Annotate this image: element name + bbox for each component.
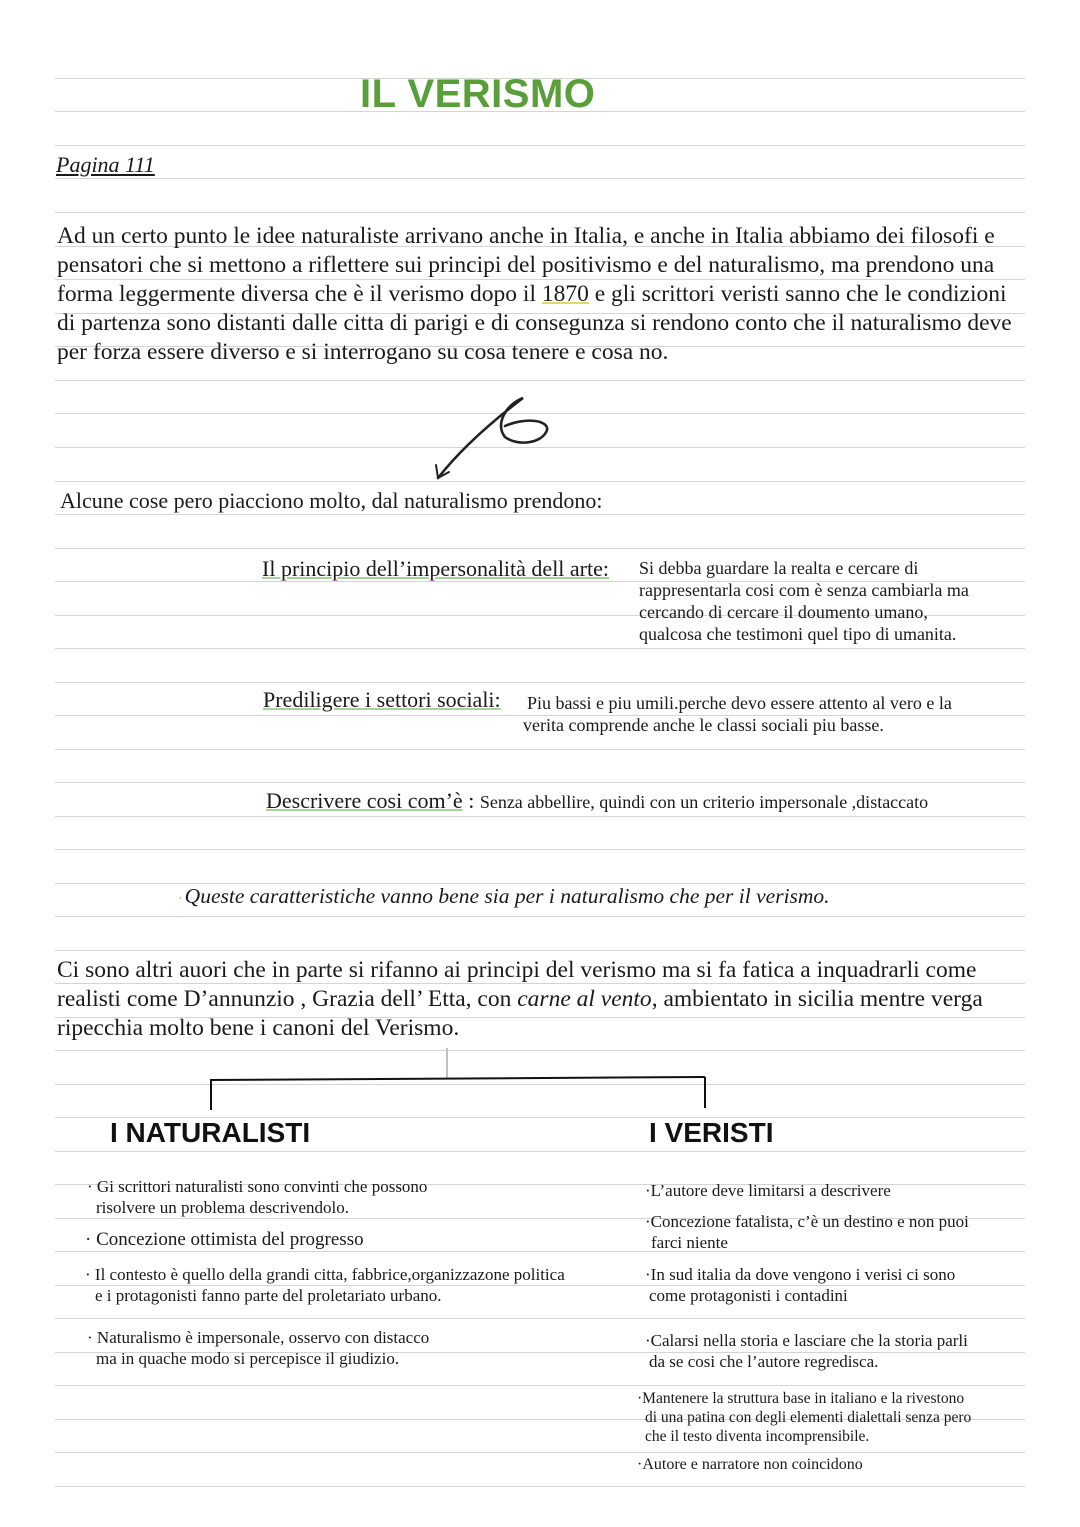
note-text: Queste caratteristiche vanno bene sia per i naturalismo che per il verismo. bbox=[184, 884, 830, 908]
page-title: IL VERISMO bbox=[360, 72, 596, 116]
principle-term-descrivere: Descrivere cosi com’è bbox=[266, 788, 463, 813]
veristi-heading: I VERISTI bbox=[649, 1117, 774, 1148]
veristi-item-5: ·Mantenere la struttura base in italiano e la rivestono di una patina con degli elementi dialettali senza pero che il testo diventa incomprensibile. bbox=[637, 1390, 972, 1445]
bracket-connector bbox=[200, 1044, 720, 1114]
principle-definition-descrivere: Senza abbellire, quindi con un criterio impersonale ,distaccato bbox=[479, 792, 929, 812]
principle-term-settori-sociali: Prediligere i settori sociali: bbox=[263, 687, 501, 712]
highlighted-year: 1870 bbox=[541, 281, 589, 307]
subheading: Alcune cose pero piacciono molto, dal naturalismo prendono: bbox=[60, 488, 603, 513]
veristi-item-3: ·In sud italia da dove vengono i verisi ci sono come protagonisti i contadini bbox=[645, 1265, 956, 1305]
second-paragraph bbox=[57, 956, 1032, 1043]
naturalisti-item-4: · Naturalismo è impersonale, osservo con distacco ma in quache modo si percepisce il giudizio. bbox=[87, 1328, 430, 1368]
intro-text-end: e gli scrittori veristi sanno che le condizioni di partenza sono distanti dalle citta di parigi e di consegunza si rendono conto che il naturalismo deve per forza essere diverso e si interrogano su cosa tenere e cosa no. bbox=[57, 281, 1012, 365]
hand-drawn-arrow-icon bbox=[425, 385, 555, 485]
note-bullet: · bbox=[178, 892, 183, 907]
veristi-item-6: ·Autore e narratore non coincidono bbox=[637, 1456, 863, 1473]
para2-text-end: , ambientato in sicilia mentre verga ripecchia molto bene i canoni del Verismo. bbox=[57, 986, 983, 1041]
intro-paragraph bbox=[57, 222, 1017, 367]
italic-note bbox=[178, 884, 830, 909]
principle-separator: : bbox=[462, 788, 480, 813]
naturalisti-item-1: · Gi scrittori naturalisti sono convinti che possono risolvere un problema descrivendolo. bbox=[87, 1177, 428, 1217]
veristi-item-1: ·L’autore deve limitarsi a descrivere bbox=[645, 1181, 891, 1200]
veristi-item-2: ·Concezione fatalista, c’è un destino e non puoi farci niente bbox=[645, 1212, 969, 1252]
naturalisti-item-3: · Il contesto è quello della grandi citta, fabbrice,organizzazone politica e i protagonisti fanno parte del proletariato urbano. bbox=[85, 1265, 565, 1305]
principle-definition-impersonalita: Si debba guardare la realta e cercare di rappresentarla cosi com è senza cambiarla ma cercando di cercare il doumento umano, qualcosa che testimoni quel tipo di umanita. bbox=[639, 558, 969, 644]
principle-term-impersonalita: Il principio dell’impersonalità dell arte: bbox=[262, 556, 609, 581]
para2-text-start: Ci sono altri auori che in parte si rifanno ai principi del verismo ma si fa fatica a inquadrarli come realisti come D’annunzio , Grazia dell’ Etta, con bbox=[57, 957, 977, 1012]
naturalisti-item-2: · Concezione ottimista del progresso bbox=[85, 1229, 364, 1250]
veristi-item-4: ·Calarsi nella storia e lasciare che la storia parli da se cosi che l’autore regredisca. bbox=[645, 1331, 968, 1371]
work-title: carne al vento bbox=[517, 986, 652, 1012]
principle-descrivere bbox=[266, 788, 928, 814]
naturalisti-heading: I NATURALISTI bbox=[110, 1117, 311, 1148]
principle-definition-settori-sociali: Piu bassi e piu umili.perche devo essere attento al vero e la verita comprende anche le classi sociali piu basse. bbox=[523, 693, 952, 735]
page-reference: Pagina 111 bbox=[56, 152, 155, 177]
intro-text-start: Ad un certo punto le idee naturaliste arrivano anche in Italia, e anche in Italia abbiamo dei filosofi e pensatori che si mettono a riflettere sui principi del positivismo e del naturalismo, ma prendono una forma leggermente diversa che è il verismo dopo il bbox=[57, 223, 995, 307]
